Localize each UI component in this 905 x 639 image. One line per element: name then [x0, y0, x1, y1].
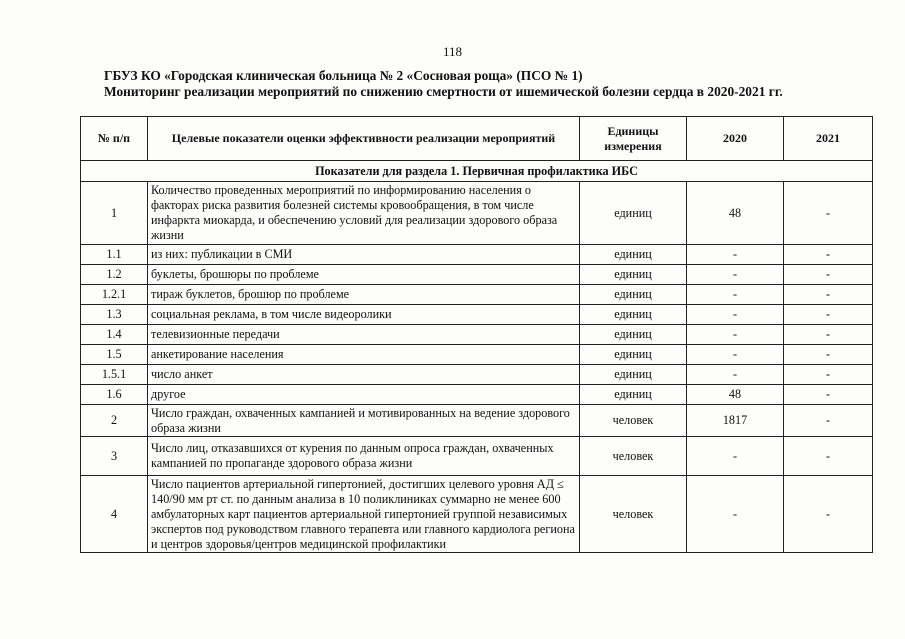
table-row [81, 245, 873, 265]
header-num: № п/п [81, 117, 148, 161]
table-row [81, 365, 873, 385]
row-unit: человек [580, 476, 687, 553]
row-name: другое [148, 385, 580, 405]
header-name: Целевые показатели оценки эффективности реализации мероприятий [148, 117, 580, 161]
table-row [81, 345, 873, 365]
row-value-2020: - [687, 345, 784, 365]
row-value-2020: - [687, 245, 784, 265]
row-value-2020: 48 [687, 385, 784, 405]
row-name: тираж буклетов, брошюр по проблеме [148, 285, 580, 305]
row-unit: единиц [580, 385, 687, 405]
row-value-2021: - [784, 285, 873, 305]
row-value-2021: - [784, 437, 873, 476]
row-value-2021: - [784, 405, 873, 437]
row-name: число анкет [148, 365, 580, 385]
row-num: 1.5.1 [81, 365, 148, 385]
row-name: анкетирование населения [148, 345, 580, 365]
row-value-2021: - [784, 305, 873, 325]
header-unit: Единицы измерения [580, 117, 687, 161]
table-row [81, 285, 873, 305]
document-title: Мониторинг реализации мероприятий по снижению смертности от ишемической болезни сердца в 2020-2021 гг. [104, 84, 783, 99]
row-value-2020: - [687, 325, 784, 345]
row-name: из них: публикации в СМИ [148, 245, 580, 265]
row-value-2021: - [784, 385, 873, 405]
row-name: Число граждан, охваченных кампанией и мотивированных на ведение здорового образа жизни [148, 405, 580, 437]
row-unit: единиц [580, 285, 687, 305]
page-number: 118 [442, 44, 463, 59]
table-row [81, 182, 873, 245]
row-unit: человек [580, 405, 687, 437]
row-unit: единиц [580, 365, 687, 385]
row-value-2021: - [784, 476, 873, 553]
row-num: 1.2 [81, 265, 148, 285]
row-value-2021: - [784, 245, 873, 265]
indicators-table [80, 116, 873, 553]
row-num: 1.1 [81, 245, 148, 265]
row-num: 4 [81, 476, 148, 553]
row-value-2020: - [687, 476, 784, 553]
row-name: Количество проведенных мероприятий по информированию населения о факторах риска развития болезней системы кровообращения, в том числе инфаркта миокарда, и обеспечению условий для реализации здорового образа жизни [148, 182, 580, 245]
row-value-2020: 1817 [687, 405, 784, 437]
table-row [81, 437, 873, 476]
row-num: 1.2.1 [81, 285, 148, 305]
table-row [81, 325, 873, 345]
row-num: 1.6 [81, 385, 148, 405]
row-value-2021: - [784, 265, 873, 285]
row-value-2021: - [784, 365, 873, 385]
table-header-row [81, 117, 873, 161]
row-num: 1.3 [81, 305, 148, 325]
row-value-2020: - [687, 437, 784, 476]
row-value-2021: - [784, 325, 873, 345]
row-unit: единиц [580, 305, 687, 325]
table-row [81, 476, 873, 553]
row-unit: человек [580, 437, 687, 476]
row-num: 1.5 [81, 345, 148, 365]
header-2021: 2021 [784, 117, 873, 161]
row-unit: единиц [580, 265, 687, 285]
table-row [81, 265, 873, 285]
row-unit: единиц [580, 245, 687, 265]
table-row [81, 385, 873, 405]
row-value-2020: 48 [687, 182, 784, 245]
row-unit: единиц [580, 345, 687, 365]
row-name: телевизионные передачи [148, 325, 580, 345]
row-value-2020: - [687, 265, 784, 285]
table-row [81, 305, 873, 325]
row-name: социальная реклама, в том числе видеоролики [148, 305, 580, 325]
row-num: 3 [81, 437, 148, 476]
row-num: 2 [81, 405, 148, 437]
row-unit: единиц [580, 182, 687, 245]
row-name: буклеты, брошюры по проблеме [148, 265, 580, 285]
row-name: Число лиц, отказавшихся от курения по данным опроса граждан, охваченных кампанией по пропаганде здорового образа жизни [148, 437, 580, 476]
organization-title: ГБУЗ КО «Городская клиническая больница № 2 «Сосновая роща» (ПСО № 1) [104, 68, 583, 83]
row-value-2021: - [784, 182, 873, 245]
section-row [81, 161, 873, 182]
header-2020: 2020 [687, 117, 784, 161]
document-header [104, 68, 864, 100]
row-value-2020: - [687, 305, 784, 325]
row-num: 1.4 [81, 325, 148, 345]
row-value-2021: - [784, 345, 873, 365]
table-row [81, 405, 873, 437]
row-value-2020: - [687, 285, 784, 305]
section-title: Показатели для раздела 1. Первичная профилактика ИБС [81, 161, 873, 182]
row-name: Число пациентов артериальной гипертонией, достигших целевого уровня АД ≤ 140/90 мм рт ст. по данным анализа в 10 поликлиниках суммарно не менее 600 амбулаторных карт пациентов артериальной гипертонией группой независимых экспертов под руководством главного терапевта или главного кардиолога региона и центров здоровья/центров медицинской профилактики [148, 476, 580, 553]
row-unit: единиц [580, 325, 687, 345]
row-value-2020: - [687, 365, 784, 385]
row-num: 1 [81, 182, 148, 245]
